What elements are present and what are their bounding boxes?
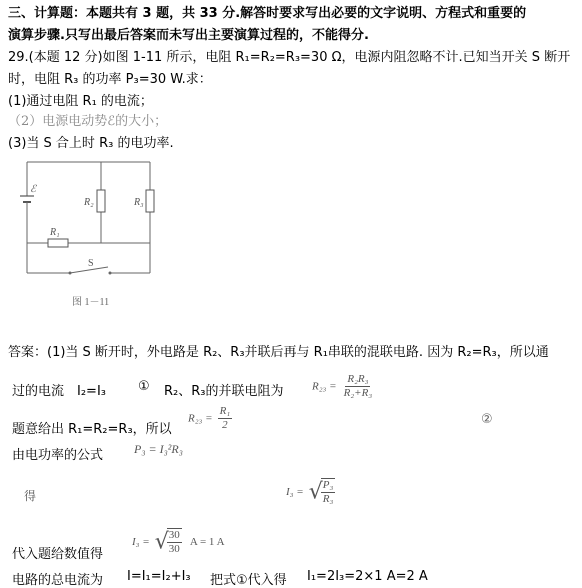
problem-statement-line2: 时，电阻 R₃ 的功率 P₃=30 W.求： [8, 72, 212, 87]
r1-label: R₁ [50, 227, 60, 238]
r3-label: R₃ [134, 197, 144, 208]
equation-r23-half: R₂₃ = $\frac{\text{R₁}}{2}$ [188, 405, 231, 431]
switch-label: S [88, 258, 94, 269]
resistor-r3 [146, 190, 154, 212]
section-heading-line1: 三、计算题：本题共有 3 题，共 33 分.解答时要求写出必要的文字说明、方程式和重要的 [8, 6, 527, 21]
equation-r23-parallel: R₂₃ = $\frac{\text{R₂R₃}}{\text{R₂+R₃}}$ [312, 373, 373, 399]
equation-mark-2: ② [481, 412, 493, 427]
problem-statement-line1: 29.(本题 12 分)如图 1-11 所示，电阻 R₁=R₂=R₃=30 Ω，电源内阻忽略不计.已知当开关 S 断开 [8, 50, 571, 65]
answer-total-current-eq: I=I₁=I₂+I₃ [127, 569, 191, 584]
question-3: (3)当 S 合上时 R₃ 的电功率. [8, 136, 174, 151]
answer-substitute-text: 代入题给数值得 [12, 547, 104, 562]
answer-derive-text: 得 [24, 489, 37, 503]
answer-given-equal: 题意给出 R₁=R₂=R₃，所以 [12, 422, 172, 437]
figure-caption: 图 1－11 [72, 297, 110, 308]
answer-substitute-eq1: 把式①代入得 [210, 573, 287, 588]
question-1: (1)通过电阻 R₁ 的电流； [8, 94, 153, 109]
resistor-r2 [97, 190, 105, 212]
equation-i3-sqrt: I₃ = √ $\frac{\text{P₃}}{\text{R₃}}$ [286, 479, 334, 505]
answer-power-formula-text: 由电功率的公式 [12, 448, 104, 463]
resistor-r1 [48, 239, 68, 247]
equation-i3-value: I₃ = √ $\frac{30}{30}$ A = 1 A [132, 529, 225, 555]
answer-line1: 答案：(1)当 S 断开时，外电路是 R₂、R₃并联后再与 R₁串联的混联电路. 因为 R₂=R₃，所以通 [8, 345, 549, 360]
answer-current-equal: 过的电流 I₂=I₃ [12, 384, 106, 399]
section-heading-line2: 演算步骤.只写出最后答案而未写出主要演算过程的，不能得分. [8, 28, 369, 43]
circuit-diagram [10, 150, 180, 315]
answer-final-current: I₁=2I₃=2×1 A=2 A [307, 569, 428, 584]
answer-parallel-text: R₂、R₃的并联电阻为 [164, 384, 284, 399]
equation-power: P₃ = I₃²R₃ [134, 442, 183, 456]
question-2: （2）电源电动势ℰ的大小； [8, 114, 168, 129]
equation-mark-1: ① [138, 379, 150, 394]
r2-label: R₂ [84, 197, 94, 208]
emf-label: ℰ [30, 184, 37, 195]
answer-total-current-text: 电路的总电流为 [12, 573, 104, 588]
